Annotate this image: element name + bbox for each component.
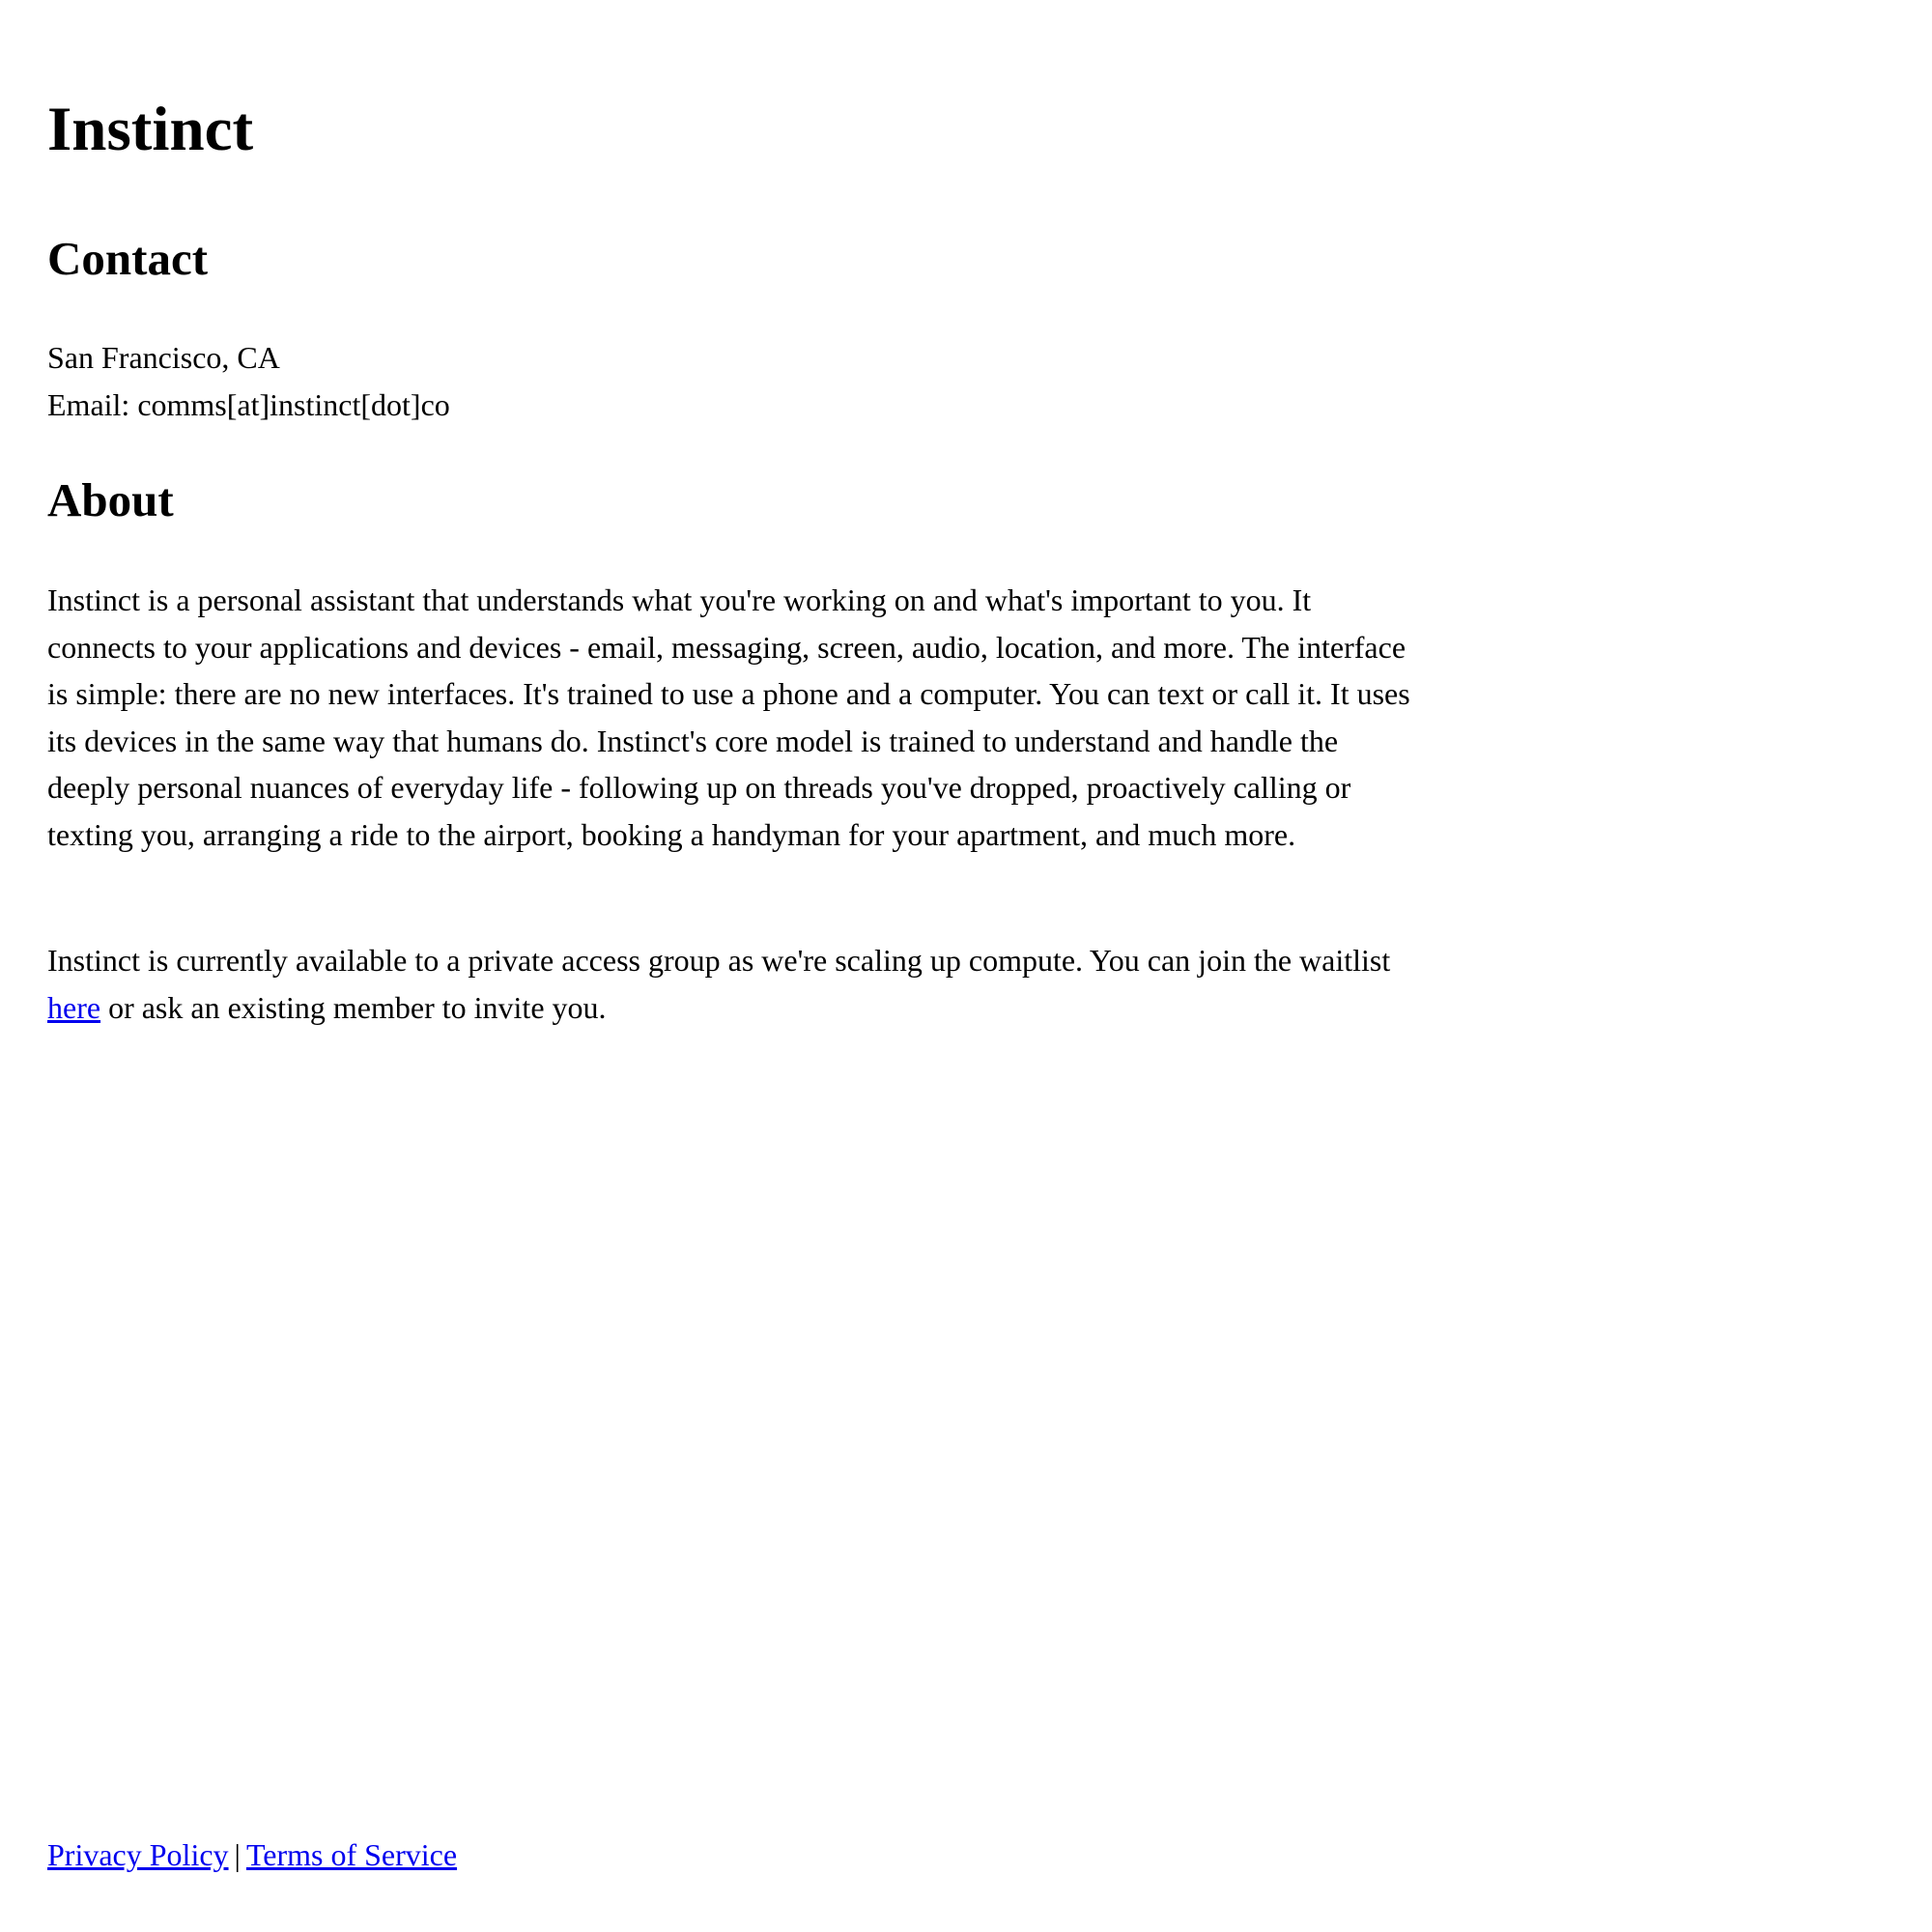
footer [47,1832,457,1879]
about-paragraph-2-text-after: or ask an existing member to invite you. [100,989,607,1025]
contact-email: Email: comms[at]instinct[dot]co [47,387,450,422]
contact-location: San Francisco, CA [47,340,280,375]
about-paragraph-2 [47,937,1419,1031]
footer-separator: | [234,1837,241,1872]
about-paragraph-2-text-before: Instinct is currently available to a private access group as we're scaling up compute. You can join the waitlist [47,943,1391,978]
privacy-policy-link[interactable]: Privacy Policy [47,1837,229,1872]
waitlist-link[interactable]: here [47,989,101,1025]
about-heading: About [47,473,174,526]
contact-info [47,334,450,429]
site-title: Instinct [47,95,254,164]
terms-of-service-link[interactable]: Terms of Service [245,1837,458,1872]
about-paragraph-1: Instinct is a personal assistant that understands what you're working on and what's important to you. It connects to your applications and devices - email, messaging, screen, audio, location, and more. The interface is simple: there are no new interfaces. It's trained to use a phone and a computer. You can text or call it. It uses its devices in the same way that humans do. Instinct's core model is trained to understand and handle the deeply personal nuances of everyday life - following up on threads you've dropped, proactively calling or texting you, arranging a ride to the airport, booking a handyman for your apartment, and much more. [47,582,1410,852]
contact-heading: Contact [47,232,209,285]
